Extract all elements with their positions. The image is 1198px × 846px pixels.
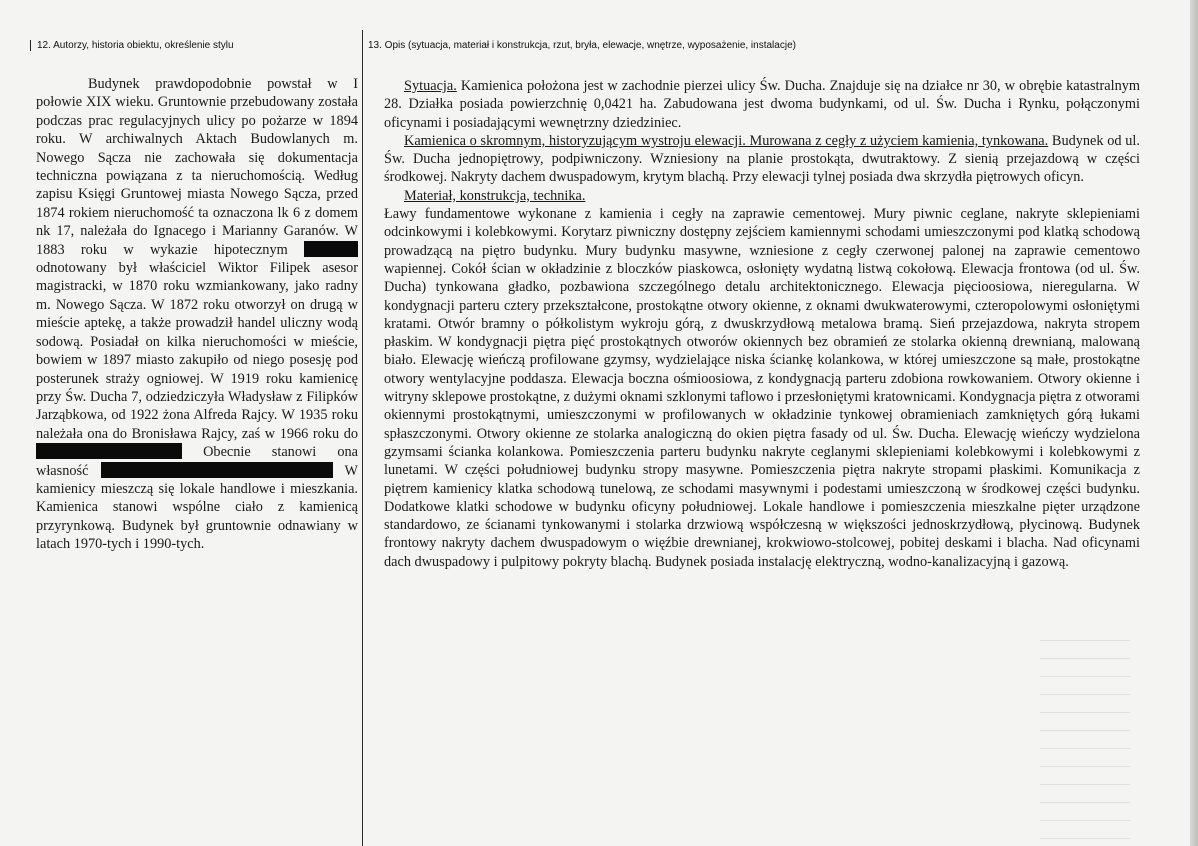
- opis-paragraph: [384, 132, 1140, 187]
- redaction-1: [304, 241, 358, 257]
- history-part-3: Obecnie stanowi ona własność: [36, 444, 359, 479]
- redaction-4: [101, 462, 333, 478]
- history-part-4: W kamienicy mieszczą się lokale handlowe i mieszkania. Kamienica stanowi wspólne ciało z kamienicą przyrynkową. Budynek był gruntownie odnawiany w latach 1970-tych i 1990-tych.: [36, 462, 358, 553]
- sytuacja-paragraph: [384, 77, 1140, 132]
- history-part-1: Budynek prawdopodobnie powstał w I połowie XIX wieku. Gruntownie przebudowany została podczas prac regulacyjnych ulicy po pożarze w 1894 roku. W archiwalnych Aktach Budowlanych m. Nowego Sącza nie zachowała się dokumentacja techniczna powiązana z ta nieruchomością. Według zapisu Księgi Gruntowej miasta Nowego Sącza, przed 1874 rokiem nieruchomość ta oznaczona lk 6 z domem nk 17, należała do Ignacego i Marianny Garanów. W 1883 roku w wykazie hipotecznym: [36, 76, 358, 258]
- opis-label: Kamienica o skromnym, historyzującym wystroju elewacji. Murowana z cegły z użyciem kamienia, tynkowana.: [404, 132, 1049, 149]
- section-12-header: 12. Autorzy, historia obiektu, określenie stylu: [30, 40, 234, 51]
- material-label: Materiał, konstrukcja, technika.: [404, 187, 586, 204]
- redaction-2: [36, 443, 66, 459]
- redaction-3: [66, 443, 182, 459]
- history-column: [36, 75, 358, 554]
- history-part-2: odnotowany był właściciel Wiktor Filipek asesor magistracki, w 1870 roku wzmiankowany, jako radny m. Nowego Sącza. W 1872 roku otworzył on drugą w mieście aptekę, a także prowadził handel uliczny wodą sodową. Posiadał on kilka nieruchomości w mieście, bowiem w 1897 miasto zakupiło od niego posesję pod posterunek straży ogniowej. W 1919 roku kamienicę przy Św. Ducha 7, odziedziczyła Władysław z Filipków Jarząbkowa, od 1922 żona Alfreda Rajcy. W 1935 roku należała ona do Bronisława Rajcy, zaś w 1966 roku do: [36, 260, 358, 442]
- column-divider: [362, 30, 363, 846]
- description-column: [384, 77, 1140, 571]
- bleed-through: [1040, 640, 1130, 840]
- section-13-header: 13. Opis (sytuacja, materiał i konstrukcja, rzut, bryła, elewacje, wnętrze, wyposażenie, instalacje): [368, 40, 796, 51]
- material-paragraph: Ławy fundamentowe wykonane z kamienia i cegły na zaprawie cementowej. Mury piwnic ceglane, nakryte sklepieniami odcinkowymi i kolebkowymi. Korytarz piwniczny dostępny zejściem kamiennymi schodami umieszczonymi pod klatką schodową prowadzącą na piętro budynku. Mury budynku masywne, wzniesione z cegły czerwonej palonej na zaprawie cementowo wapiennej. Cokół ścian w okładzinie z bloczków piaskowca, osłonięty wydatną listwą cokołową. Elewacja frontowa (od ul. Św. Ducha) tynkowana gładko, pozbawiona szczególnego detalu architektonicznego. Elewacja pięcioosiowa, nieregularna. W kondygnacji parteru cztery przekształcone, prostokątne otwory okienne, z oknami dwukwaterowymi, czteropolowymi osłoniętymi kratami. Otwór bramny o półkolistym wykroju górą, z dwuskrzydłową metalowa bramą. Sień przejazdowa, nakryta stropem płaskim. W kondygnacji piętra pięć prostokątnych otworów okiennych bez obramień ze stolarka okienną drewnianą, malowaną biało. Elewację wieńczą profilowane gzymsy, wydzielające niska ściankę kolankowa, w której umieszczone są małe, prostokątne otwory wentylacyjne poddasza. Elewacja boczna ośmioosiowa, z kondygnacją parteru zdobiona rowkowaniem. Otwory okienne i witryny sklepowe prostokątne, z dużymi oknami szklonymi taflowo i przesłoniętymi kratownicami. Kondygnacja piętra z otworami okiennymi prostokątnymi, umieszczonymi w profilowanych w okładzinie tynkowej obramieniach zamkniętych górą łukami spłaszczonymi. Otwory okienne ze stolarka analogiczną do okien piętra fasady od ul. Św. Ducha. Elewację wieńczy wydzielona gzymsami ścianka kolankowa. Pomieszczenia parteru budynku nakryte ceglanymi sklepieniami kolebkowymi i kolebkowymi z lunetami. W części południowej budynku stropy masywne. Pomieszczenia piętra nakryte stropami płaskimi. Komunikacja z piętrem kamienicy klatka schodową tunelową, ze schodami masywnymi i podestami umieszczoną w środkowej części budynku. Dodatkowe klatki schodowe w budynku oficyny południowej. Lokale handlowe i pomieszczenia mieszkalne pięter urządzone standardowo, ze ścianami tynkowanymi i stolarka drzwiową współczesną w większości jednoskrzydłową, płycinową. Budynek frontowy nakryty dachem dwuspadowym o więźbie drewnianej, krokwiowo-stolcowej, pobitej deskami i blacha. Nad oficynami dach dwuspadowy i pulpitowy pokryty blachą. Budynek posiada instalację elektryczną, wodno-kanalizacyjną i gazową.: [384, 206, 1140, 570]
- sytuacja-label: Sytuacja.: [404, 78, 457, 94]
- material-heading: [384, 187, 1140, 205]
- opis-text: Budynek od ul. Św. Ducha jednopiętrowy, podpiwniczony. Wzniesiony na planie prostokąta, dwutraktowy. Z sienią przejazdową w części środkowej. Nakryty dachem dwuspadowym, krytym blachą. Przy elewacji tylnej posiada dwa skrzydła piętrowych oficyn.: [384, 132, 1140, 186]
- scan-edge: [1190, 0, 1198, 846]
- history-text: [36, 75, 358, 554]
- sytuacja-text: Kamienica położona jest w zachodnie pierzei ulicy Św. Ducha. Znajduje się na działce nr 30, w obrębie katastralnym 28. Działka posiada powierzchnię 0,0421 ha. Zabudowana jest dwoma budynkami, od ul. Św. Ducha i Rynku, połączonymi oficynami i posiadającymi wewnętrzny dziedziniec.: [384, 78, 1140, 131]
